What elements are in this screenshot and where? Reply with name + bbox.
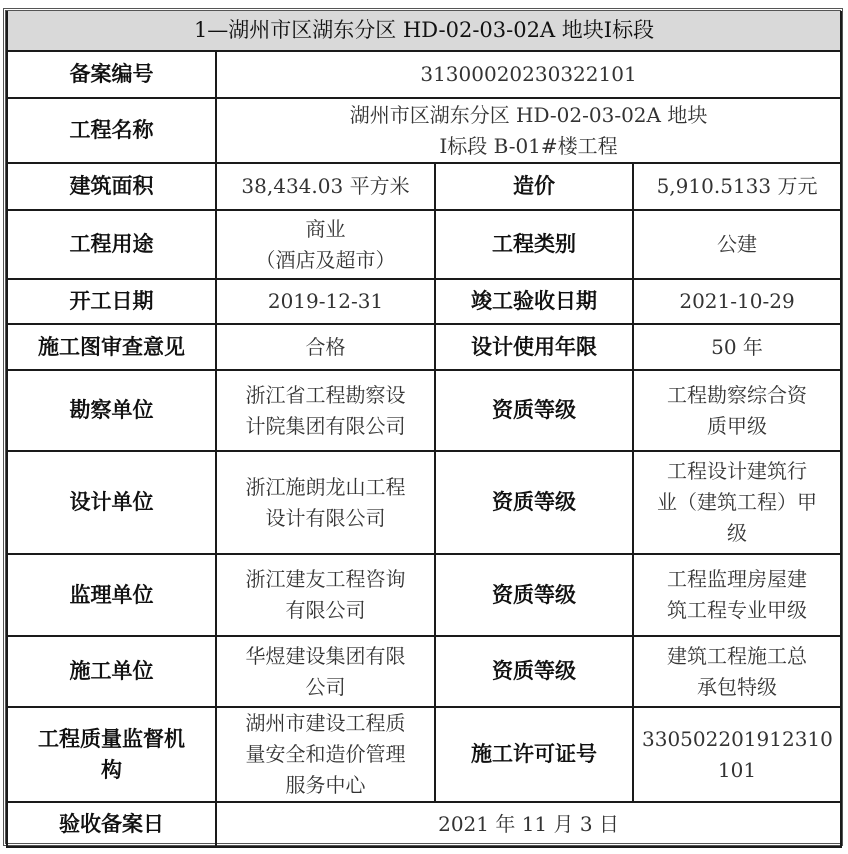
usage-label: 工程用途 [7,210,216,279]
design-qual-line: 工程设计建筑行 [667,459,808,483]
design-unit-line: 设计有限公司 [265,505,386,530]
design-life-label: 设计使用年限 [435,324,633,370]
supervision-qual-line: 筑工程专业甲级 [667,598,808,622]
construction-qual-value [633,636,841,707]
cost-value: 5,910.5133 万元 [633,163,841,210]
permit-label: 施工许可证号 [435,707,633,802]
category-value: 公建 [633,210,841,279]
usage-value [216,210,435,279]
completion-date-value: 2021-10-29 [633,279,841,324]
start-date-value: 2019-12-31 [216,279,435,324]
supervision-unit-line: 浙江建友工程咨询 [245,567,406,591]
construction-unit-value [216,636,435,707]
usage-line: （酒店及超市） [255,247,396,272]
usage-line: 商业 [305,216,346,241]
survey-unit-line: 浙江省工程勘察设 [245,382,406,407]
quality-supervisor-label-line: 工程质量监督机 [38,726,185,751]
construction-qual-line: 承包特级 [697,674,778,699]
survey-unit-value [216,370,435,451]
quality-supervisor-line: 服务中心 [285,773,366,797]
supervision-qual-line: 工程监理房屋建 [667,567,808,591]
supervision-unit-label: 监理单位 [7,554,216,636]
design-unit-value [216,451,435,554]
quality-supervisor-line: 湖州市建设工程质 [245,711,406,735]
supervision-unit-line: 有限公司 [285,598,366,622]
project-name-label: 工程名称 [7,98,216,163]
survey-qual-label: 资质等级 [435,370,633,451]
area-label: 建筑面积 [7,163,216,210]
project-name-value [216,98,841,163]
construction-unit-label: 施工单位 [7,636,216,707]
drawing-review-label: 施工图审查意见 [7,324,216,370]
start-date-label: 开工日期 [7,279,216,324]
permit-line: 101 [717,757,757,782]
quality-supervisor-label-line: 构 [101,757,122,782]
category-label: 工程类别 [435,210,633,279]
supervision-qual-value [633,554,841,636]
design-qual-line: 业（建筑工程）甲 [657,490,818,514]
completion-date-label: 竣工验收日期 [435,279,633,324]
construction-qual-line: 建筑工程施工总 [667,643,808,668]
survey-unit-label: 勘察单位 [7,370,216,451]
filing-date-value: 2021 年 11 月 3 日 [216,802,841,847]
survey-qual-line: 质甲级 [707,413,768,438]
quality-supervisor-label [7,707,216,802]
supervision-unit-value [216,554,435,636]
permit-line: 330502201912310 [642,726,833,751]
filing-no-value: 31300020230322101 [216,51,841,98]
filing-date-label: 验收备案日 [7,802,216,847]
design-qual-line: 级 [727,521,748,545]
supervision-qual-label: 资质等级 [435,554,633,636]
construction-unit-line: 公司 [305,674,346,699]
filing-no-label: 备案编号 [7,51,216,98]
permit-value [633,707,841,802]
project-filing-table [6,11,842,848]
design-life-value: 50 年 [633,324,841,370]
quality-supervisor-line: 量安全和造价管理 [245,742,406,766]
design-qual-label: 资质等级 [435,451,633,554]
construction-qual-label: 资质等级 [435,636,633,707]
construction-unit-line: 华煜建设集团有限 [245,643,406,668]
project-name-line: 湖州市区湖东分区 HD-02-03-02A 地块 [349,102,708,127]
table-title: 1—湖州市区湖东分区 HD-02-03-02A 地块Ⅰ标段 [7,11,841,51]
survey-unit-line: 计院集团有限公司 [245,413,406,438]
cost-label: 造价 [435,163,633,210]
area-value: 38,434.03 平方米 [216,163,435,210]
design-unit-line: 浙江施朗龙山工程 [245,474,406,499]
project-name-line: Ⅰ标段 B-01#楼工程 [439,133,618,158]
design-unit-label: 设计单位 [7,451,216,554]
survey-qual-value [633,370,841,451]
survey-qual-line: 工程勘察综合资 [667,382,808,407]
quality-supervisor-value [216,707,435,802]
design-qual-value [633,451,841,554]
drawing-review-value: 合格 [216,324,435,370]
